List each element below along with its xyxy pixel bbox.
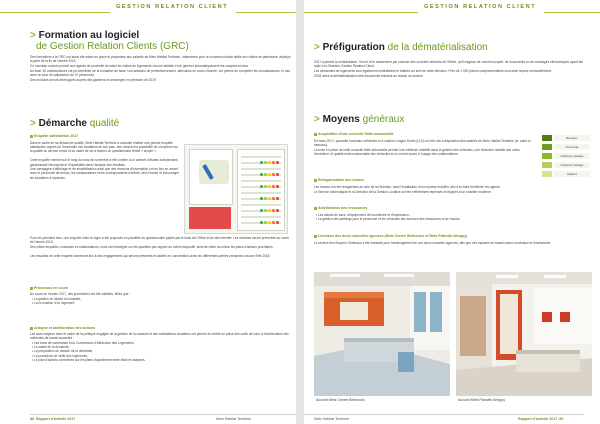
header-rule [0,12,110,13]
legend-swatch [542,144,552,150]
survey-banner [189,207,231,229]
rating-dot [264,173,267,176]
rating-dot [276,209,279,212]
legend-label: Bureaux [554,135,590,141]
rating-dot [276,197,279,200]
photo-metz-centre-bellecroix [314,272,450,396]
paragraph: Au total, 52 collaborateurs ont pu bénéficier de la formation de base. Les sessions de perfectionnement, attendues en cours d'année, ont permis de compléter les connaissances, le tout avec un taux de satisfaction de 70 personnes. [30,69,291,78]
caption-bellecroix: Accueil Metz Centre Bellecroix [316,398,365,402]
rating-dot [264,185,267,188]
list-item: • Le plan d'actions correctives sur les plans d'ajustement entre bilan et analyses. [32,357,146,362]
list-item: • Les bons de commande et la Commission d'Attribution des Logements, [32,340,135,345]
paragraph: Une campagne d'affichage et de sensibilisation ainsi que des réunions d'information ont eu lieu en amont avec le personnel de terrain, les collaborateurs et les correspondants d'entrée, afin d'inciter et encourager les locataires à répondre. [30,167,179,180]
legend-entry [542,152,590,160]
list-intro: Au cours de l'année 2017, des procédures ont été validées, telles que : [30,292,131,296]
header-rule [544,12,600,13]
grc-training-title: > Formation au logiciel de Gestion Relation Clients (GRC) [30,30,189,52]
rating-dot [272,185,275,188]
premises-subheading: Réorganisation des locaux [314,178,364,182]
section-header-left: GESTION RELATION CLIENT [116,4,229,10]
list-item: • La gestion des parkings pour le personnel et les véhicules des services des ressources et de l'accès. [316,217,461,222]
paragraph: La mise en place de cette nouvelle flotte automobile permet une meilleure visibilité dans la gestion des véhicules, une réduction notable des coûts d'entretien, et qualité environnementale des véhicules et un confort accru à l'usage des collaborateurs. [314,148,520,157]
paragraph: Les résultats de cette enquête donneront lieu à des engagements qui seront présentés et validés en concertation avec les différentes parties prenantes courant l'été 2018. [30,253,271,258]
bullet-icon: • [32,300,35,305]
list-item: • La saisie de la demande, [32,345,70,350]
paragraph: 2018 verra la dématérialisation des documents entrants au niveau du service. [314,73,424,78]
report-title: Rapport d'activité 2017 [518,417,558,421]
rating-dot [272,209,275,212]
form-line [241,156,281,158]
rating-dot [264,161,267,164]
rating-dot [268,161,271,164]
legend-swatch [542,171,552,177]
legend-entry [542,134,590,142]
form-line [241,180,281,182]
paragraph: Ce nouveau module permet aux agents de proximité de saisir les visites de logements via une tablette et de générer automatiquement les comptes rendus. [30,64,249,69]
legend-swatch [542,153,552,159]
bullet-icon: • [32,349,35,354]
rating-dot [268,185,271,188]
rating-dot [268,209,271,212]
legend-entry [542,170,590,178]
rating-dot [260,209,263,212]
legend-entry [542,161,590,169]
resources-subheading: Amélioration des ressources [314,206,367,210]
footer-org-right: Metz Habitat Territoire [314,417,350,421]
legend-swatch [542,135,552,141]
office-photo-1 [314,272,450,396]
paragraph: Des cibles enquêtes, locataires et collaborateurs, nous ont renseigné sur les quartiers par rapport au même dispositif, ainsi de cibler au mieux les plans d'actions prioritaires. [30,244,274,249]
form-line [241,204,281,206]
left-page [0,0,296,424]
dematerialisation-title: > Préfiguration de la dématérialisation [314,42,488,53]
paragraph: Cette enquête menée tout le long du mois de novembre a été confiée à un cabinet d'études indépendant, garantissant l'anonymat et l'impartialité dans l'analyse des résultats. [30,158,179,167]
paragraph: Dans le cadre de sa démarche qualité, Metz Habitat Territoire a souhaité réaliser une grande enquête satisfaction auprès de l'ensemble des locataires de son parc, leur donnant la possibilité de s'exprimer sur la qualité du service rendu et du cadre de vie à travers un questionnaire fermé « simple ». [30,141,179,154]
list-item: • La préparation du dossier de la demande, [32,349,94,354]
paragraph: 2017 a permis la centralisation, l'envoi et le classement par scanner des courriers entrants de l'Office, qu'il s'agisse de courriers papier, de documents ou de messages électroniques ayant fait suite à la Direction Gestion Relation Client. [314,60,583,69]
rating-dot [260,197,263,200]
fleet-subheading: Acquisition d'une nouvelle flotte automobile [314,132,394,136]
rating-dot [264,197,267,200]
report-title: Rapport d'activité 2017 [36,417,76,421]
survey-figure [184,144,288,234]
bullet-icon: • [32,357,35,362]
paragraph: Le Service Informatique et la Direction de la Gestion Locative ont été entièrement repensés et équipés d'un mobilier moderne. [314,189,492,194]
form-line [241,192,281,194]
quality-approach-title: > Démarche qualité [30,118,120,129]
vehicle-legend [542,134,590,179]
legend-label: Ateliers [554,171,590,177]
rating-dot [272,197,275,200]
rating-dot [272,173,275,176]
rating-dot [260,185,263,188]
paragraph: Les demandes de logements sont également centralisées et traitées au sein de cette direction. Près de 1 000 pièces complémentaires sont ainsi reçues mensuellement. [314,69,552,73]
paragraph: Les travaux ont été réorganisés au sein de la Direction, avec l'installation d'un nouveau mobilier, afin d'en faire bénéficier les agents. [314,185,501,189]
paragraph: Pour les premiers tous, une enquête mise en ligne a été proposée en parallèle du questionnaire papier par le biais de l'Office et du site internet. Les résultats seront présentés au cours de l'année 2018. [30,236,289,245]
rating-dot [272,161,275,164]
form-line [241,216,281,218]
photo-metz-patrotte-woippy [456,272,592,396]
rating-dot [260,221,263,224]
paragraph: Des formations à la GRC ont aussi été mises en place et proposées aux salariés de Metz Habitat Territoire, notamment pour le nouveau module dédié aux visites de patrimoine, déployé à partir de la fin de l'année 2016. [30,55,291,64]
general-means-title: > Moyens généraux [314,114,405,125]
page-number: 89 [559,417,564,421]
legend-swatch [542,162,552,168]
list-item: • La gestion du départ du locataire, [32,296,82,301]
process-subheading: Processus en cours [30,286,68,290]
form-line [241,168,281,170]
header-rule [236,12,296,13]
survey-card [189,149,233,205]
paragraph: En mars 2017, quarante nouveaux véhicules en Location Longue Durée (LLD) ont été mis à disposition des salariés de Metz Habitat Territoire (cf. carte ci-dessous). [314,139,532,148]
section-header-right: GESTION RELATION CLIENT [424,4,537,10]
list-item: • La re-location d'un logement. [32,300,76,305]
rating-dot [276,161,279,164]
list-intro: Les axes majeurs dans le cadre de la politique engagée de la gestion de la vacance et des sollicitations locataires ont permis de mettre en place des outils de suivi, à l'amélioration des méthodes de travail suivantes : [30,332,289,341]
right-page [304,0,600,424]
rating-dot [260,161,263,164]
survey-form-image [237,149,285,231]
bullet-icon: • [32,296,35,301]
footer-rule [304,414,584,415]
hand-icon [199,160,229,184]
header-rule [304,12,418,13]
legend-label: Proximité [554,144,590,150]
page-number: 88 [30,417,34,421]
rating-dot [268,173,271,176]
bullet-icon: • [32,340,35,345]
agencies-paragraph: Le service des Moyens Généraux a été mandaté pour l'aménagement de ces deux nouvelles agences, afin que ces espaces de travail soient conviviaux et fonctionnels. [314,241,551,245]
legend-label: Intérieur/ partage [554,153,590,159]
rating-dot [268,221,271,224]
legend-entry [542,143,590,151]
rating-dot [264,221,267,224]
paragraph: Des modules seront développés auprès des gardiens et concierges en prévision de 2019. [30,78,157,83]
rating-dot [272,221,275,224]
list-item: • La procédure de visite des logements, [32,353,88,358]
rating-dot [260,173,263,176]
footer-right [518,417,563,421]
agencies-subheading: Livraison des deux nouvelles agences (Metz Centre Bellecroix et Metz Patrotte-Woippy) [314,234,467,238]
bullet-icon: • [316,213,319,217]
survey-subheading: Enquête satisfaction 2017 [30,134,78,138]
list-item: • Les achats de sacs, d'équipement de fournitures et d'impression ; [316,213,411,217]
rating-dot [276,221,279,224]
rating-dot [264,209,267,212]
footer-org: Metz Habitat Territoire [216,417,252,421]
rating-dot [268,197,271,200]
page-gutter [296,0,304,424]
bullet-icon: • [32,353,35,358]
bullet-icon: • [316,217,319,222]
bullet-icon: • [32,345,35,350]
actions-subheading: Analyse et amélioration des actions [30,326,95,330]
rating-dot [276,173,279,176]
legend-label: Intérieur/ partage [554,162,590,168]
caption-patrotte-woippy: Accueil Metz Patrotte-Woippy [458,398,506,402]
rating-dot [276,185,279,188]
footer-rule [30,414,296,415]
footer-left [30,417,75,421]
office-photo-2 [456,272,592,396]
